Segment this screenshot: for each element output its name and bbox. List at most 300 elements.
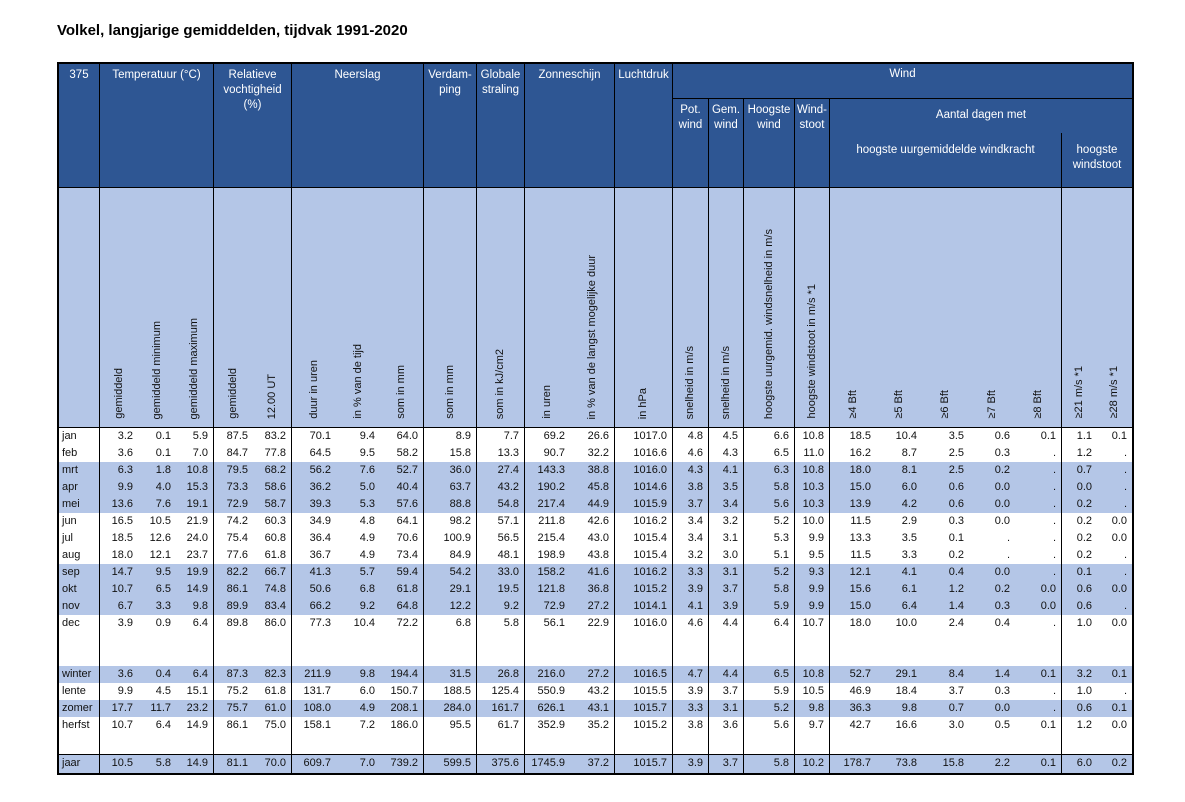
data-cell: 56.1 xyxy=(543,617,565,629)
data-cell: 121.8 xyxy=(537,583,565,595)
data-cell: . xyxy=(1123,481,1127,493)
row-label: lente xyxy=(59,683,100,700)
data-cell: 1014.1 xyxy=(615,598,673,615)
column-header xyxy=(709,188,744,427)
empty-cell xyxy=(176,632,214,666)
row-label: jul xyxy=(59,530,100,547)
data-cell: 75.2 xyxy=(226,685,248,697)
data-cell: 64.5 xyxy=(309,447,331,459)
data-cell: . xyxy=(1015,547,1062,564)
table-body xyxy=(59,428,1132,773)
column-header xyxy=(1015,188,1062,427)
data-cell: 6.8 xyxy=(359,583,375,595)
data-cell: 43.0 xyxy=(570,530,615,547)
column-header xyxy=(922,188,969,427)
data-cell: 54.8 xyxy=(477,496,525,513)
data-cell: 7.0 xyxy=(359,757,375,769)
data-cell: 1016.2 xyxy=(615,513,673,530)
data-cell: 23.7 xyxy=(176,547,214,564)
header-windkracht-group: hoogste uurgemiddelde windkracht xyxy=(830,133,1062,187)
data-cell: 0.1 xyxy=(155,447,171,459)
data-cell: 3.8 xyxy=(673,479,709,496)
table-row xyxy=(59,700,1132,717)
column-header xyxy=(1097,188,1132,427)
data-cell: 4.3 xyxy=(673,462,709,479)
data-cell: 208.1 xyxy=(380,700,424,717)
data-cell: 1.2 xyxy=(1076,447,1092,459)
data-cell: 6.4 xyxy=(176,666,214,683)
data-cell: 0.4 xyxy=(994,617,1010,629)
data-cell: 89.8 xyxy=(226,617,248,629)
empty-cell xyxy=(214,734,253,754)
data-cell: 3.3 xyxy=(673,700,709,717)
data-cell: 0.7 xyxy=(1076,464,1092,476)
data-cell: 0.0 xyxy=(1111,583,1127,595)
data-cell: 83.4 xyxy=(253,598,292,615)
data-cell: 5.8 xyxy=(477,615,525,632)
data-cell: 31.5 xyxy=(424,666,477,683)
data-cell: 0.0 xyxy=(994,498,1010,510)
header-group-temperature: Temperatuur (°C) xyxy=(100,64,214,187)
column-header-label: duur in uren xyxy=(307,360,320,419)
data-cell: 6.8 xyxy=(424,615,477,632)
data-cell: 211.8 xyxy=(538,515,565,527)
data-cell: 3.7 xyxy=(709,581,744,598)
data-cell: 73.4 xyxy=(380,547,424,564)
data-cell: 64.0 xyxy=(380,428,424,445)
data-cell: 9.8 xyxy=(359,668,375,680)
table-row xyxy=(59,445,1132,462)
data-cell: 75.7 xyxy=(226,702,248,714)
data-cell: 29.1 xyxy=(895,668,917,680)
data-cell: 18.5 xyxy=(111,532,133,544)
empty-cell xyxy=(477,734,525,754)
data-cell: 13.3 xyxy=(477,445,525,462)
data-cell: 5.6 xyxy=(744,496,795,513)
column-header xyxy=(744,188,795,427)
data-cell: 5.8 xyxy=(155,757,171,769)
data-cell: 3.1 xyxy=(709,700,744,717)
data-cell: 5.9 xyxy=(744,598,795,615)
data-cell: 1014.6 xyxy=(615,479,673,496)
column-header xyxy=(969,188,1015,427)
data-cell: 3.7 xyxy=(948,685,964,697)
data-cell: 52.7 xyxy=(380,462,424,479)
data-cell: 10.8 xyxy=(795,666,830,683)
column-header xyxy=(477,188,525,427)
table-row xyxy=(59,666,1132,683)
data-cell: 75.4 xyxy=(226,532,248,544)
data-cell: 10.3 xyxy=(795,496,830,513)
data-cell: 6.4 xyxy=(176,615,214,632)
data-cell: 82.2 xyxy=(226,566,248,578)
data-cell: 77.8 xyxy=(253,445,292,462)
data-cell: 0.0 xyxy=(994,515,1010,527)
data-cell: 9.2 xyxy=(477,598,525,615)
data-cell: 36.2 xyxy=(309,481,331,493)
data-cell: 9.7 xyxy=(795,717,830,734)
table-row xyxy=(59,615,1132,632)
data-cell: 41.6 xyxy=(570,564,615,581)
data-cell: . xyxy=(1015,530,1062,547)
data-cell: 6.5 xyxy=(155,583,171,595)
data-cell: 7.7 xyxy=(477,428,525,445)
column-header-spacer xyxy=(59,188,100,427)
data-cell: 6.1 xyxy=(901,583,917,595)
empty-cell xyxy=(138,734,176,754)
column-header-label: gemiddeld xyxy=(112,368,125,419)
data-cell: 43.2 xyxy=(570,683,615,700)
data-cell: 0.0 xyxy=(994,566,1010,578)
column-header-label: ≥21 m/s *1 xyxy=(1073,366,1085,419)
data-cell: 83.2 xyxy=(253,428,292,445)
data-cell: 5.2 xyxy=(744,700,795,717)
table-row xyxy=(59,496,1132,513)
data-cell: . xyxy=(1015,615,1062,632)
empty-cell xyxy=(615,632,673,666)
data-cell: 3.7 xyxy=(709,683,744,700)
data-cell: 4.5 xyxy=(709,428,744,445)
data-cell: 3.9 xyxy=(709,598,744,615)
header-group-radiation: Globale straling xyxy=(477,64,525,187)
data-cell: 41.3 xyxy=(309,566,331,578)
data-cell: 7.6 xyxy=(155,498,171,510)
data-cell: 4.6 xyxy=(673,445,709,462)
data-cell: 18.4 xyxy=(895,685,917,697)
data-cell: 3.2 xyxy=(709,513,744,530)
data-cell: 79.5 xyxy=(226,464,248,476)
data-cell: 1745.9 xyxy=(531,757,565,769)
empty-cell xyxy=(477,632,525,666)
table-row xyxy=(59,479,1132,496)
data-cell: 14.7 xyxy=(111,566,133,578)
data-cell: 10.2 xyxy=(795,755,830,773)
data-cell: 178.7 xyxy=(843,757,871,769)
empty-cell xyxy=(336,632,380,666)
row-label: okt xyxy=(59,581,100,598)
data-cell: 5.9 xyxy=(176,428,214,445)
column-header xyxy=(830,188,876,427)
data-cell: 1.2 xyxy=(948,583,964,595)
data-cell: 10.5 xyxy=(795,683,830,700)
data-cell: 6.3 xyxy=(744,462,795,479)
column-header xyxy=(336,188,380,427)
data-cell: 2.4 xyxy=(948,617,964,629)
data-cell: 81.1 xyxy=(226,757,248,769)
data-cell: . xyxy=(1123,498,1127,510)
data-cell: 10.5 xyxy=(111,757,133,769)
data-cell: 58.2 xyxy=(380,445,424,462)
data-cell: 64.1 xyxy=(380,513,424,530)
empty-cell xyxy=(336,734,380,754)
data-cell: 66.7 xyxy=(253,564,292,581)
data-cell: 3.5 xyxy=(709,479,744,496)
data-cell: 87.5 xyxy=(226,430,248,442)
data-cell: 0.9 xyxy=(155,617,171,629)
data-cell: 0.2 xyxy=(994,464,1010,476)
data-cell: 352.9 xyxy=(537,719,565,731)
empty-cell xyxy=(876,632,922,666)
data-cell: 61.0 xyxy=(253,700,292,717)
data-cell: 54.2 xyxy=(424,564,477,581)
empty-cell xyxy=(380,632,424,666)
data-cell: 9.2 xyxy=(359,600,375,612)
data-cell: 0.0 xyxy=(1015,598,1062,615)
data-cell: 143.3 xyxy=(537,464,565,476)
data-cell: 26.8 xyxy=(477,666,525,683)
data-cell: 6.6 xyxy=(744,428,795,445)
data-cell: 4.1 xyxy=(901,566,917,578)
data-cell: 6.0 xyxy=(1076,757,1092,769)
data-cell: 5.2 xyxy=(744,564,795,581)
data-cell: 9.9 xyxy=(795,581,830,598)
data-cell: 10.7 xyxy=(111,719,133,731)
data-cell: . xyxy=(1015,496,1062,513)
data-cell: 3.7 xyxy=(673,496,709,513)
column-header xyxy=(1062,188,1097,427)
page-title: Volkel, langjarige gemiddelden, tijdvak 1991-2020 xyxy=(57,22,408,39)
data-cell: 1016.6 xyxy=(615,445,673,462)
data-cell: 88.8 xyxy=(424,496,477,513)
data-cell: 33.0 xyxy=(477,564,525,581)
data-cell: 3.6 xyxy=(709,717,744,734)
data-cell: 0.0 xyxy=(1015,581,1062,598)
column-header-label: som in mm xyxy=(395,365,407,419)
data-cell: 0.1 xyxy=(155,430,171,442)
data-cell: 158.1 xyxy=(303,719,331,731)
column-header xyxy=(525,188,570,427)
data-cell: 86.1 xyxy=(226,719,248,731)
empty-cell xyxy=(1062,632,1097,666)
data-cell: 4.1 xyxy=(709,462,744,479)
data-cell: 6.4 xyxy=(744,615,795,632)
spacer-row xyxy=(59,632,1132,666)
data-cell: 0.1 xyxy=(1111,668,1127,680)
data-cell: 3.8 xyxy=(673,717,709,734)
data-cell: 74.2 xyxy=(226,515,248,527)
data-cell: 609.7 xyxy=(303,757,331,769)
data-cell: 599.5 xyxy=(424,755,477,773)
data-cell: 40.4 xyxy=(380,479,424,496)
data-cell: 108.0 xyxy=(303,702,331,714)
data-cell: 39.3 xyxy=(309,498,331,510)
data-cell: 3.5 xyxy=(901,532,917,544)
data-cell: 18.0 xyxy=(849,464,871,476)
empty-cell xyxy=(969,734,1015,754)
data-cell: 43.1 xyxy=(570,700,615,717)
data-cell: 3.1 xyxy=(709,564,744,581)
data-cell: 188.5 xyxy=(424,683,477,700)
column-header-label: snelheid in m/s xyxy=(684,345,696,419)
data-cell: 161.7 xyxy=(477,700,525,717)
data-cell: 4.7 xyxy=(673,666,709,683)
column-header-label: in uren xyxy=(541,385,553,419)
data-cell: 0.3 xyxy=(994,447,1010,459)
data-cell: 72.2 xyxy=(380,615,424,632)
data-cell: 2.9 xyxy=(901,515,917,527)
data-cell: 216.0 xyxy=(537,668,565,680)
row-label: mei xyxy=(59,496,100,513)
data-cell: 131.7 xyxy=(303,685,331,697)
data-cell: 0.0 xyxy=(1076,481,1092,493)
column-header-label: gemiddeld minimum xyxy=(150,320,163,419)
data-cell: 5.3 xyxy=(359,498,375,510)
data-cell: 15.3 xyxy=(176,479,214,496)
data-cell: . xyxy=(1123,549,1127,561)
header-gem-wind: Gem. wind xyxy=(709,99,744,187)
data-cell: 42.6 xyxy=(570,513,615,530)
data-cell: 16.6 xyxy=(895,719,917,731)
data-cell: 2.5 xyxy=(948,447,964,459)
empty-cell xyxy=(424,734,477,754)
data-cell: . xyxy=(1123,447,1127,459)
column-header-label: som in kJ/cm2 xyxy=(494,348,506,419)
data-cell: 43.8 xyxy=(570,547,615,564)
header-pot-wind: Pot. wind xyxy=(673,99,709,187)
row-label: apr xyxy=(59,479,100,496)
data-cell: 9.5 xyxy=(359,447,375,459)
data-cell: 15.8 xyxy=(942,757,964,769)
header-hoogste-wind: Hoogste wind xyxy=(744,99,795,187)
data-cell: 3.9 xyxy=(673,683,709,700)
row-label: jan xyxy=(59,428,100,445)
data-cell: 3.0 xyxy=(948,719,964,731)
data-cell: 1.1 xyxy=(1076,430,1092,442)
data-cell: 58.6 xyxy=(253,479,292,496)
data-cell: 0.1 xyxy=(1015,755,1062,773)
empty-cell xyxy=(1015,632,1062,666)
data-cell: 1015.7 xyxy=(615,755,673,773)
data-cell: 375.6 xyxy=(477,755,525,773)
column-header xyxy=(214,188,253,427)
data-cell: 5.6 xyxy=(744,717,795,734)
data-cell: 61.7 xyxy=(477,717,525,734)
data-cell: 5.8 xyxy=(744,755,795,773)
data-cell: 4.3 xyxy=(709,445,744,462)
header-group-humidity: Relatieve vochtigheid (%) xyxy=(214,64,292,187)
column-header xyxy=(673,188,709,427)
data-cell: 10.8 xyxy=(795,462,830,479)
column-header-label: ≥8 Bft xyxy=(1031,390,1044,419)
table-column-headers xyxy=(59,188,1132,428)
data-cell: 10.0 xyxy=(895,617,917,629)
data-cell: 36.8 xyxy=(570,581,615,598)
row-label: zomer xyxy=(59,700,100,717)
empty-cell xyxy=(1062,734,1097,754)
station-number: 375 xyxy=(59,64,100,187)
data-cell: 9.9 xyxy=(117,481,133,493)
empty-cell xyxy=(709,632,744,666)
data-cell: 15.0 xyxy=(849,600,871,612)
data-cell: 1015.7 xyxy=(615,700,673,717)
data-cell: 64.8 xyxy=(380,598,424,615)
data-cell: 0.6 xyxy=(1076,583,1092,595)
data-cell: . xyxy=(1123,685,1127,697)
data-cell: 1015.5 xyxy=(615,683,673,700)
empty-cell xyxy=(744,632,795,666)
data-cell: 23.2 xyxy=(176,700,214,717)
data-cell: 13.9 xyxy=(849,498,871,510)
data-cell: 8.7 xyxy=(901,447,917,459)
data-cell: 4.9 xyxy=(359,532,375,544)
data-cell: 43.2 xyxy=(477,479,525,496)
data-cell: 10.0 xyxy=(795,513,830,530)
data-cell: 5.0 xyxy=(359,481,375,493)
column-header-label: ≥6 Bft xyxy=(939,390,951,419)
row-label: herfst xyxy=(59,717,100,734)
data-cell: 11.0 xyxy=(795,445,830,462)
data-cell: 12.1 xyxy=(149,549,171,561)
data-cell: 84.7 xyxy=(226,447,248,459)
data-cell: 21.9 xyxy=(176,513,214,530)
table-row xyxy=(59,530,1132,547)
row-label: mrt xyxy=(59,462,100,479)
data-cell: 58.7 xyxy=(253,496,292,513)
column-header-label: snelheid in m/s xyxy=(719,345,732,419)
data-cell: 7.2 xyxy=(359,719,375,731)
empty-cell xyxy=(673,632,709,666)
data-cell: 0.6 xyxy=(948,481,964,493)
data-cell: 3.4 xyxy=(709,496,744,513)
data-cell: 8.4 xyxy=(948,668,964,680)
data-cell: 6.5 xyxy=(744,445,795,462)
data-cell: 12.2 xyxy=(424,598,477,615)
data-cell: 0.1 xyxy=(1015,428,1062,445)
data-cell: 12.1 xyxy=(849,566,871,578)
data-cell: 6.3 xyxy=(117,464,133,476)
data-cell: 15.8 xyxy=(424,445,477,462)
data-cell: 3.2 xyxy=(673,547,709,564)
data-cell: 217.4 xyxy=(537,498,565,510)
data-cell: 52.7 xyxy=(849,668,871,680)
data-cell: 9.9 xyxy=(795,598,830,615)
data-cell: 27.2 xyxy=(570,666,615,683)
data-cell: 77.3 xyxy=(309,617,331,629)
data-cell: 35.2 xyxy=(570,717,615,734)
empty-cell xyxy=(570,734,615,754)
data-cell: 5.8 xyxy=(744,479,795,496)
row-label: jun xyxy=(59,513,100,530)
data-cell: 0.1 xyxy=(1015,717,1062,734)
data-cell: 19.1 xyxy=(176,496,214,513)
data-cell: 90.7 xyxy=(543,447,565,459)
data-cell: 150.7 xyxy=(380,683,424,700)
column-header xyxy=(380,188,424,427)
data-cell: 198.9 xyxy=(537,549,565,561)
data-cell: 0.3 xyxy=(994,685,1010,697)
table-row xyxy=(59,513,1132,530)
empty-cell xyxy=(59,632,100,666)
data-cell: 10.8 xyxy=(176,462,214,479)
data-cell: 3.9 xyxy=(673,581,709,598)
table-row xyxy=(59,581,1132,598)
empty-cell xyxy=(795,734,830,754)
data-cell: 56.2 xyxy=(309,464,331,476)
empty-cell xyxy=(615,734,673,754)
data-cell: . xyxy=(1123,566,1127,578)
data-cell: 5.3 xyxy=(744,530,795,547)
data-cell: 38.8 xyxy=(570,462,615,479)
data-cell: 11.5 xyxy=(850,549,871,561)
data-cell: 0.6 xyxy=(994,430,1010,442)
data-cell: 73.8 xyxy=(895,757,917,769)
data-cell: . xyxy=(1123,464,1127,476)
column-header xyxy=(615,188,673,427)
data-cell: 10.4 xyxy=(895,430,917,442)
empty-cell xyxy=(1097,734,1132,754)
data-cell: 0.2 xyxy=(994,583,1010,595)
column-header xyxy=(876,188,922,427)
